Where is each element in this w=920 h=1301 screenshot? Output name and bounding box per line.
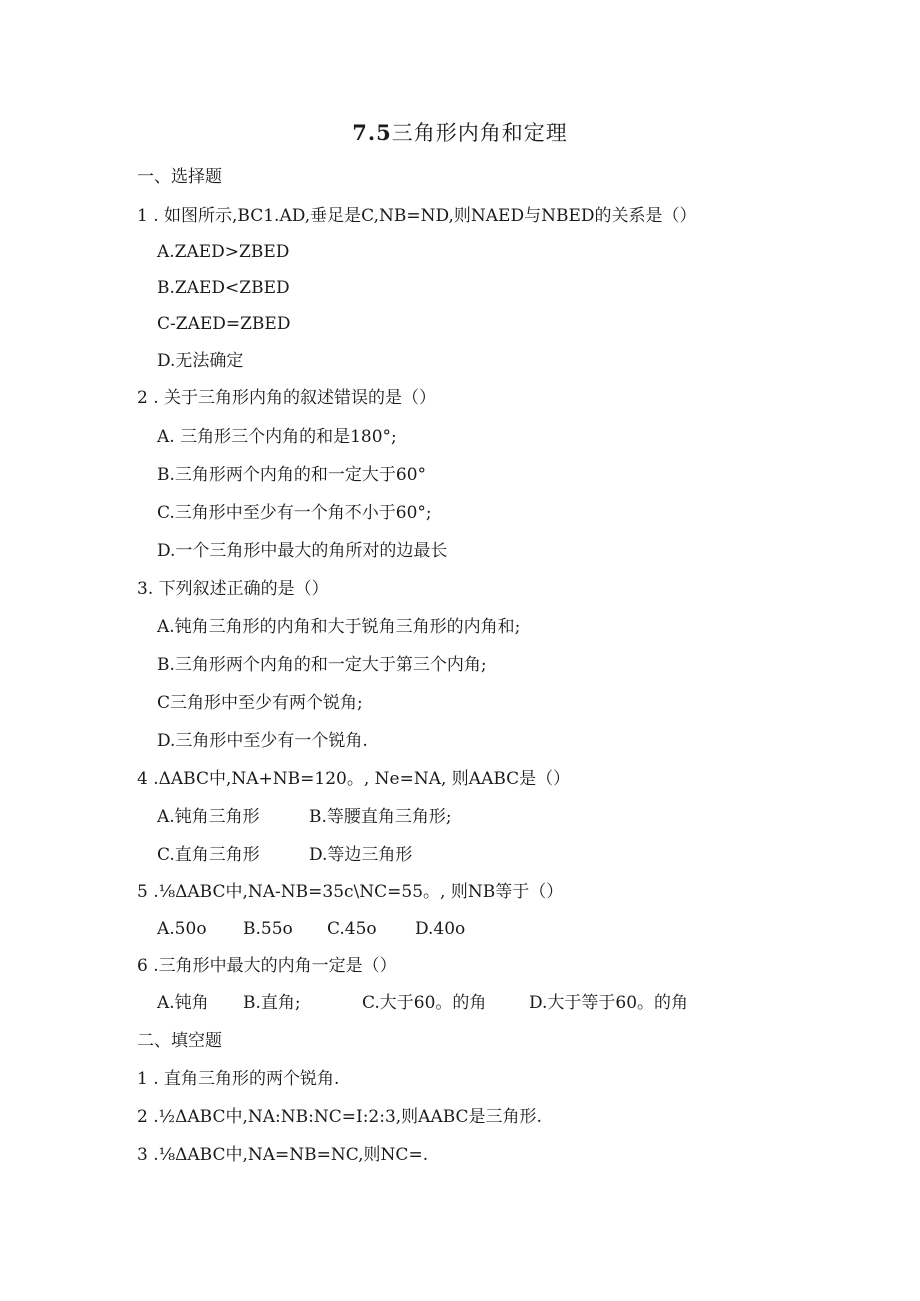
question-5: 5 .⅛ΔABC中,NA-NB=35c\NC=55。, 则NB等于（） [137,882,564,902]
question-1: 1 . 如图所示,BC1.AD,垂足是C,NB=ND,则NAED与NBED的关系是（） [137,206,697,226]
section-heading-choice: 一、选择题 [137,167,222,187]
fill-question-2: 2 .½ΔABC中,NA:NB:NC=I:2:3,则AABC是三角形. [137,1107,542,1127]
question-2-option-a: A. 三角形三个内角的和是180°; [157,427,397,447]
question-2-option-b: B.三角形两个内角的和一定大于60° [157,465,427,485]
question-1-option-b: B.ZAED<ZBED [157,278,290,298]
question-3: 3. 下列叙述正确的是（） [137,579,329,599]
question-5-option-b: B.55o [243,919,293,939]
question-1-option-c: C-ZAED=ZBED [157,314,291,334]
question-4-option-b: B.等腰直角三角形; [309,807,452,827]
question-6-option-c: C.大于60。的角 [362,993,487,1013]
question-5-option-d: D.40o [415,919,466,939]
question-6-option-b: B.直角; [243,993,301,1013]
question-6-option-a: A.钝角 [157,993,209,1013]
question-6: 6 .三角形中最大的内角一定是（） [137,956,397,976]
question-3-option-b: B.三角形两个内角的和一定大于第三个内角; [157,655,487,675]
question-5-option-a: A.50o [157,919,207,939]
question-1-option-d: D.无法确定 [157,351,244,371]
question-6-option-d: D.大于等于60。的角 [529,993,689,1013]
section-heading-fill: 二、填空题 [137,1031,222,1051]
question-5-option-c: C.45o [327,919,377,939]
page-title [0,117,920,147]
title-text: 三角形内角和定理 [391,121,568,145]
question-2-option-c: C.三角形中至少有一个角不小于60°; [157,503,432,523]
question-2-option-d: D.一个三角形中最大的角所对的边最长 [157,541,448,561]
question-2: 2 . 关于三角形内角的叙述错误的是（） [137,388,437,408]
question-4-option-a: A.钝角三角形 [157,807,260,827]
question-4-option-d: D.等边三角形 [309,845,413,865]
question-1-option-a: A.ZAED>ZBED [157,242,290,262]
question-3-option-c: C三角形中至少有两个锐角; [157,693,363,713]
question-4-option-c: C.直角三角形 [157,845,260,865]
fill-question-1: 1 . 直角三角形的两个锐角. [137,1069,340,1089]
fill-question-3: 3 .⅛ΔABC中,NA=NB=NC,则NC=. [137,1145,429,1165]
title-number: 7.5 [352,120,392,145]
question-3-option-a: A.钝角三角形的内角和大于锐角三角形的内角和; [157,617,521,637]
question-4: 4 .ΔABC中,NA+NB=120。, Ne=NA, 则AABC是（） [137,769,571,789]
question-3-option-d: D.三角形中至少有一个锐角. [157,731,368,751]
